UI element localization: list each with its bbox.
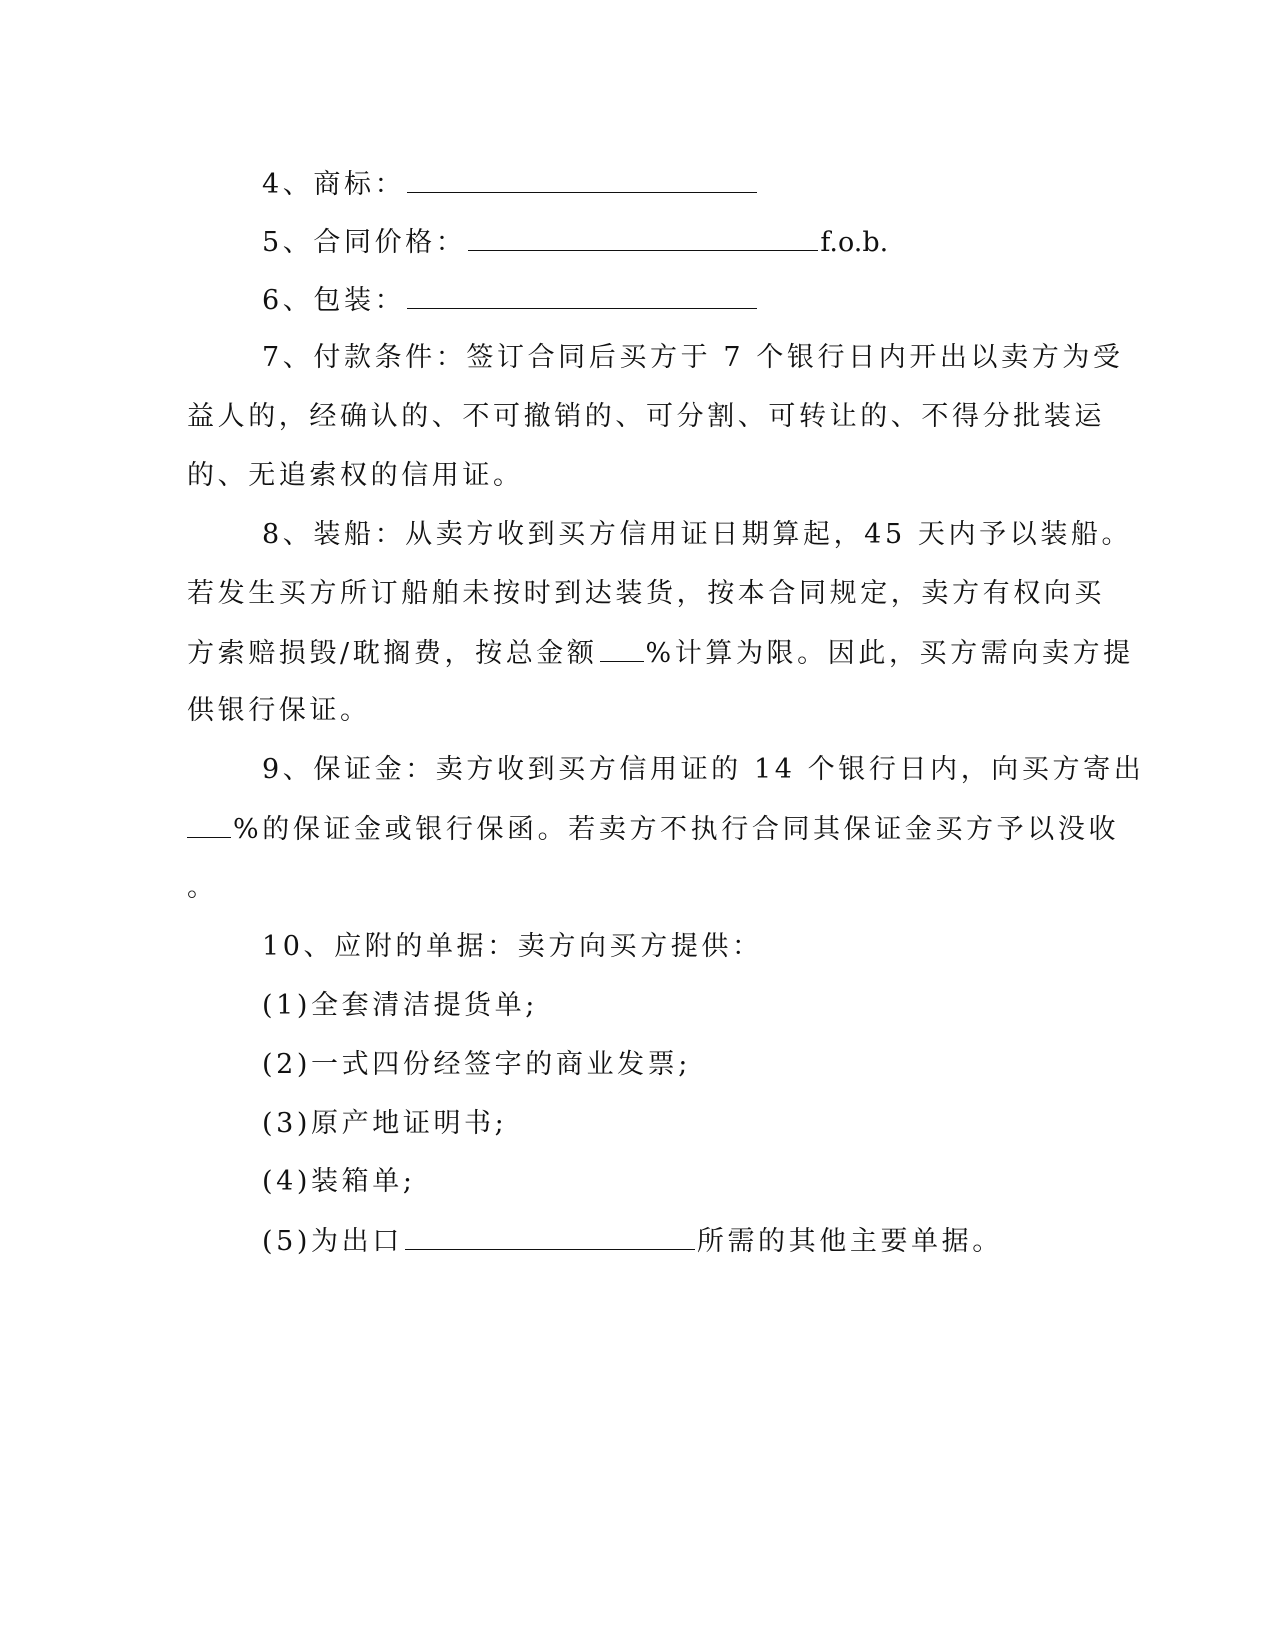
deposit-percent-blank	[187, 811, 231, 838]
shipment-line-2: 若发生买方所订船舶未按时到达装货，按本合同规定，卖方有权向买	[187, 578, 1105, 609]
price-label: 5、合同价格：	[262, 227, 467, 258]
shipment-percent-blank	[600, 635, 644, 662]
packing-label: 6、包装：	[262, 285, 406, 316]
document-item-5-text-before: (5)为出口	[262, 1226, 403, 1257]
document-item-5-text-after: 所需的其他主要单据。	[696, 1226, 1003, 1257]
shipment-line-3	[187, 635, 1134, 672]
export-blank	[405, 1223, 695, 1250]
deposit-line-3: 。	[187, 872, 218, 903]
price-blank	[468, 224, 818, 251]
packing-blank	[407, 282, 757, 309]
price-suffix: f.o.b.	[820, 227, 889, 258]
trademark-line	[262, 166, 759, 203]
payment-line-3: 的、无追索权的信用证。	[187, 460, 524, 491]
packing-line	[262, 282, 759, 319]
payment-line-1: 7、付款条件：签订合同后买方于 7 个银行日内开出以卖方为受	[262, 342, 1124, 373]
document-item-5	[262, 1223, 1003, 1260]
deposit-line-2	[187, 811, 1119, 848]
documents-heading: 10、应附的单据：卖方向买方提供：	[262, 931, 763, 962]
payment-line-2: 益人的，经确认的、不可撤销的、可分割、可转让的、不得分批装运	[187, 401, 1105, 432]
trademark-label: 4、商标：	[262, 169, 406, 200]
trademark-blank	[407, 166, 757, 193]
document-item-3: (3)原产地证明书;	[262, 1108, 508, 1139]
shipment-line-3-text-after: %计算为限。因此，买方需向卖方提	[645, 638, 1134, 669]
shipment-line-1: 8、装船：从卖方收到买方信用证日期算起，45 天内予以装船。	[262, 519, 1133, 550]
deposit-line-2-text: %的保证金或银行保函。若卖方不执行合同其保证金买方予以没收	[233, 814, 1120, 845]
deposit-line-1: 9、保证金：卖方收到买方信用证的 14 个银行日内，向买方寄出	[262, 754, 1145, 785]
price-line	[262, 224, 888, 261]
document-item-1: (1)全套清洁提货单;	[262, 990, 538, 1021]
shipment-line-4: 供银行保证。	[187, 695, 371, 726]
document-item-2: (2)一式四份经签字的商业发票;	[262, 1049, 691, 1080]
shipment-line-3-text-before: 方索赔损毁/耽搁费，按总金额	[187, 638, 598, 669]
document-item-4: (4)装箱单;	[262, 1166, 416, 1197]
